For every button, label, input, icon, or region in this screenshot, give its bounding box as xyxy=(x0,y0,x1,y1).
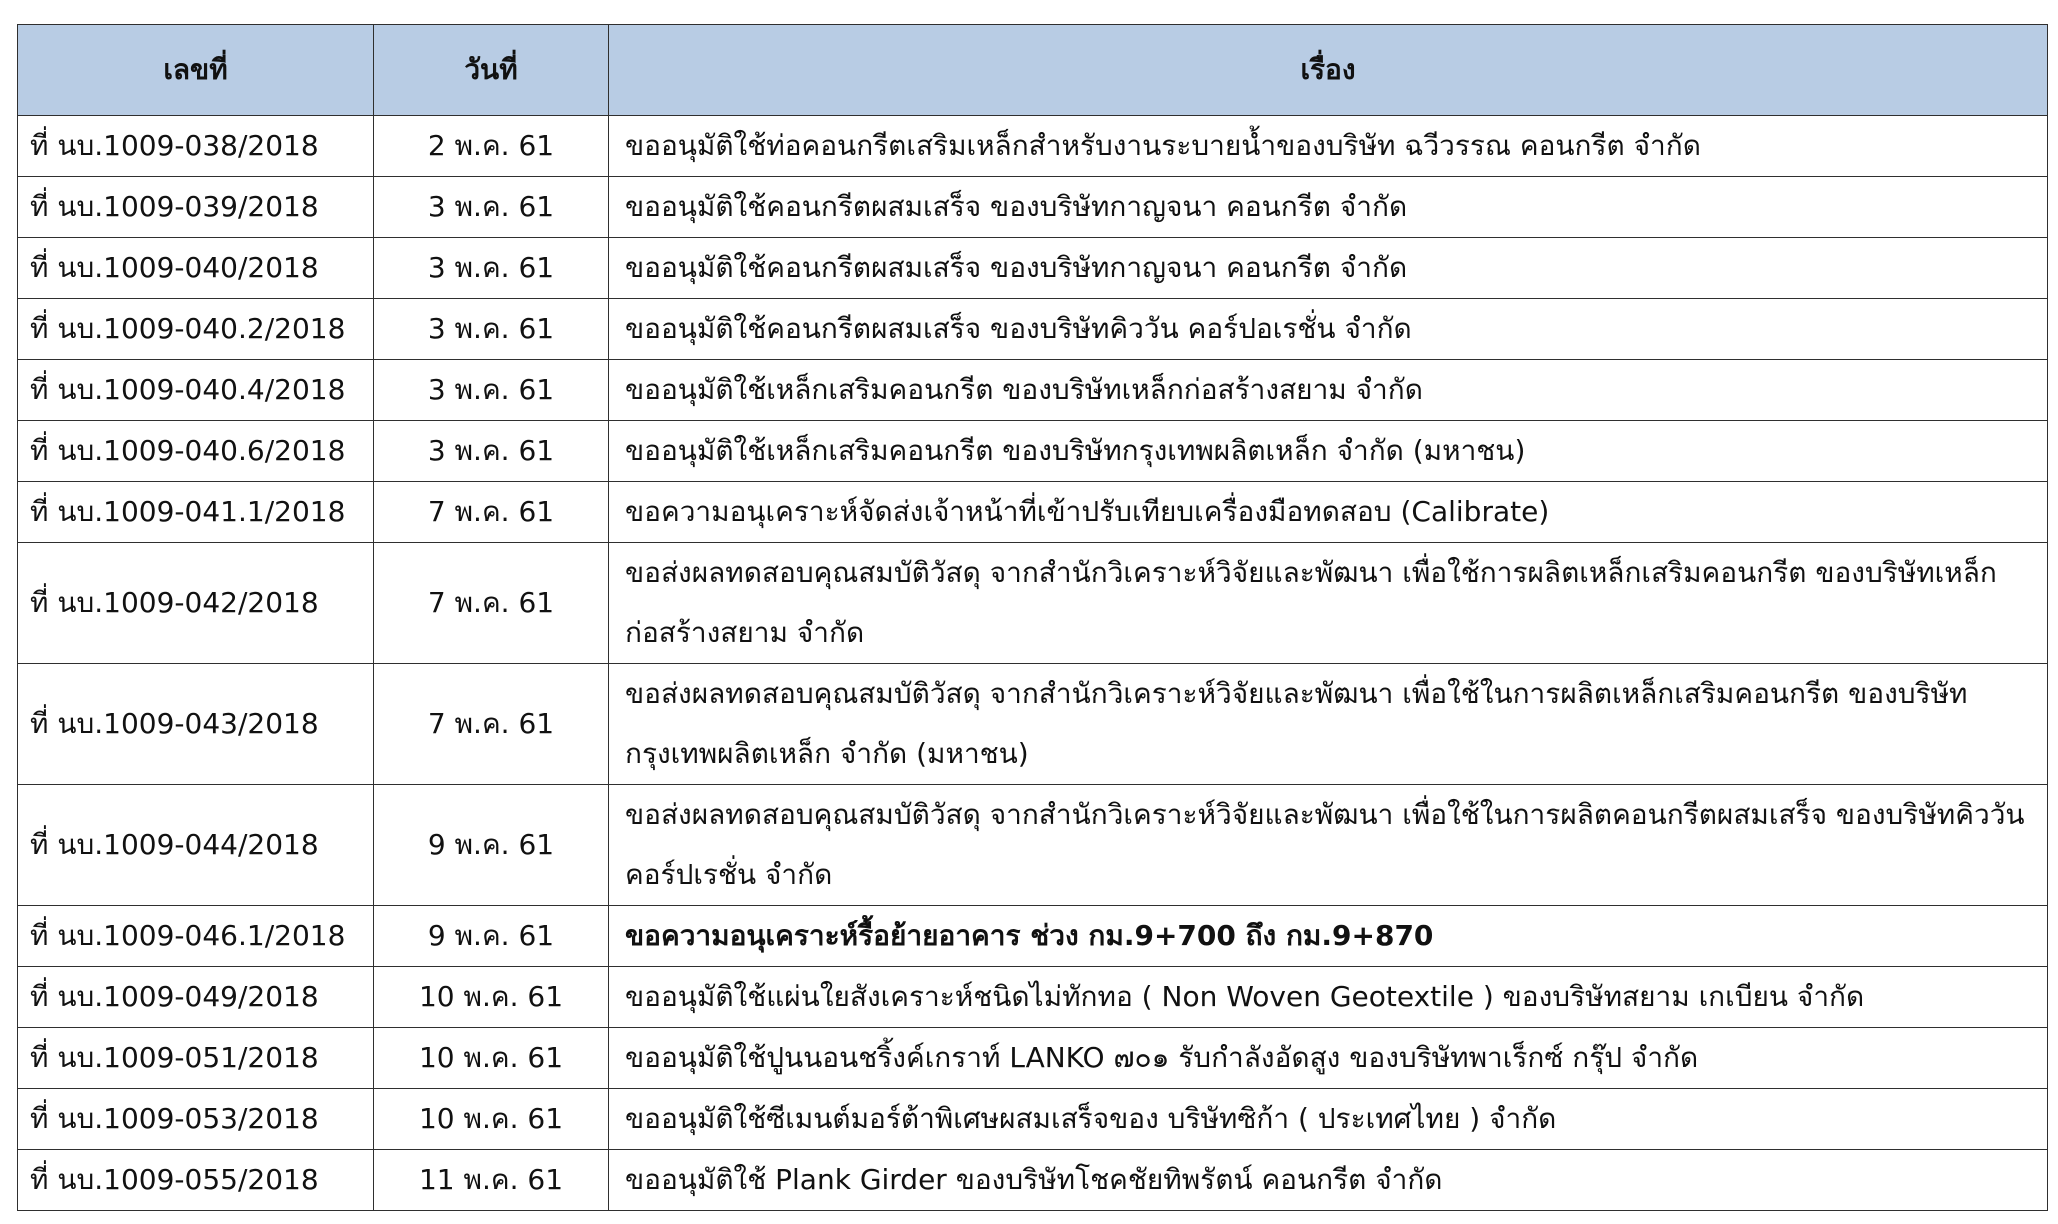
row-number: ที่ นบ.1009-049/2018 xyxy=(18,967,374,1028)
row-subject: ขอความอนุเคราะห์รื้อย้ายอาคาร ช่วง กม.9+700 ถึง กม.9+870 xyxy=(609,906,2048,967)
table-row xyxy=(18,299,2048,360)
row-number: ที่ นบ.1009-046.1/2018 xyxy=(18,906,374,967)
header-number: เลขที่ xyxy=(18,25,374,116)
row-number: ที่ นบ.1009-040.2/2018 xyxy=(18,299,374,360)
row-subject: ขออนุมัติใช้ Plank Girder ของบริษัทโชคชัยทิพรัตน์ คอนกรีต จำกัด xyxy=(609,1150,2048,1211)
row-subject: ขอส่งผลทดสอบคุณสมบัติวัสดุ จากสำนักวิเคราะห์วิจัยและพัฒนา เพื่อใช้ในการผลิตเหล็กเสริมคอนกรีต ของบริษัทกรุงเทพผลิตเหล็ก จำกัด (มหาชน) xyxy=(609,664,2048,785)
table-row xyxy=(18,906,2048,967)
row-number: ที่ นบ.1009-040.6/2018 xyxy=(18,421,374,482)
row-subject: ขออนุมัติใช้คอนกรีตผสมเสร็จ ของบริษัทกาญจนา คอนกรีต จำกัด xyxy=(609,177,2048,238)
row-subject: ขออนุมัติใช้ท่อคอนกรีตเสริมเหล็กสำหรับงานระบายน้ำของบริษัท ฉวีวรรณ คอนกรีต จำกัด xyxy=(609,116,2048,177)
row-number: ที่ นบ.1009-044/2018 xyxy=(18,785,374,906)
table-row xyxy=(18,116,2048,177)
row-subject: ขออนุมัติใช้เหล็กเสริมคอนกรีต ของบริษัทเหล็กก่อสร้างสยาม จำกัด xyxy=(609,360,2048,421)
row-subject: ขอความอนุเคราะห์จัดส่งเจ้าหน้าที่เข้าปรับเทียบเครื่องมือทดสอบ (Calibrate) xyxy=(609,482,2048,543)
header-row xyxy=(18,25,2048,116)
row-number: ที่ นบ.1009-040.4/2018 xyxy=(18,360,374,421)
table-row xyxy=(18,421,2048,482)
table-row xyxy=(18,543,2048,664)
row-date: 7 พ.ค. 61 xyxy=(374,482,609,543)
row-date: 10 พ.ค. 61 xyxy=(374,967,609,1028)
row-number: ที่ นบ.1009-051/2018 xyxy=(18,1028,374,1089)
row-date: 7 พ.ค. 61 xyxy=(374,664,609,785)
row-number: ที่ นบ.1009-040/2018 xyxy=(18,238,374,299)
table-row xyxy=(18,785,2048,906)
row-date: 9 พ.ค. 61 xyxy=(374,785,609,906)
row-number: ที่ นบ.1009-043/2018 xyxy=(18,664,374,785)
table-row xyxy=(18,238,2048,299)
row-date: 11 พ.ค. 61 xyxy=(374,1150,609,1211)
row-subject: ขออนุมัติใช้คอนกรีตผสมเสร็จ ของบริษัทคิววัน คอร์ปอเรชั่น จำกัด xyxy=(609,299,2048,360)
row-number: ที่ นบ.1009-039/2018 xyxy=(18,177,374,238)
row-subject: ขออนุมัติใช้ซีเมนต์มอร์ต้าพิเศษผสมเสร็จของ บริษัทซิก้า ( ประเทศไทย ) จำกัด xyxy=(609,1089,2048,1150)
row-number: ที่ นบ.1009-041.1/2018 xyxy=(18,482,374,543)
row-subject: ขออนุมัติใช้แผ่นใยสังเคราะห์ชนิดไม่ทักทอ ( Non Woven Geotextile ) ของบริษัทสยาม เกเบียน จำกัด xyxy=(609,967,2048,1028)
row-date: 3 พ.ค. 61 xyxy=(374,360,609,421)
table-row xyxy=(18,177,2048,238)
row-date: 7 พ.ค. 61 xyxy=(374,543,609,664)
table-row xyxy=(18,1150,2048,1211)
row-date: 2 พ.ค. 61 xyxy=(374,116,609,177)
table-row xyxy=(18,1028,2048,1089)
header-subject: เรื่อง xyxy=(609,25,2048,116)
row-date: 3 พ.ค. 61 xyxy=(374,421,609,482)
row-subject: ขอส่งผลทดสอบคุณสมบัติวัสดุ จากสำนักวิเคราะห์วิจัยและพัฒนา เพื่อใช้ในการผลิตคอนกรีตผสมเสร็จ ของบริษัทคิววันคอร์ปเรชั่น จำกัด xyxy=(609,785,2048,906)
table-row xyxy=(18,360,2048,421)
row-date: 9 พ.ค. 61 xyxy=(374,906,609,967)
row-date: 10 พ.ค. 61 xyxy=(374,1089,609,1150)
table-row xyxy=(18,1089,2048,1150)
row-number: ที่ นบ.1009-038/2018 xyxy=(18,116,374,177)
table-row xyxy=(18,482,2048,543)
row-subject: ขอส่งผลทดสอบคุณสมบัติวัสดุ จากสำนักวิเคราะห์วิจัยและพัฒนา เพื่อใช้การผลิตเหล็กเสริมคอนกรีต ของบริษัทเหล็กก่อสร้างสยาม จำกัด xyxy=(609,543,2048,664)
row-number: ที่ นบ.1009-055/2018 xyxy=(18,1150,374,1211)
row-number: ที่ นบ.1009-053/2018 xyxy=(18,1089,374,1150)
document-table xyxy=(17,24,2048,1211)
row-date: 10 พ.ค. 61 xyxy=(374,1028,609,1089)
row-date: 3 พ.ค. 61 xyxy=(374,177,609,238)
row-date: 3 พ.ค. 61 xyxy=(374,238,609,299)
table-row xyxy=(18,664,2048,785)
row-subject: ขออนุมัติใช้คอนกรีตผสมเสร็จ ของบริษัทกาญจนา คอนกรีต จำกัด xyxy=(609,238,2048,299)
row-date: 3 พ.ค. 61 xyxy=(374,299,609,360)
header-date: วันที่ xyxy=(374,25,609,116)
row-subject: ขออนุมัติใช้ปูนนอนชริ้งค์เกราท์ LANKO ๗๐๑ รับกำลังอัดสูง ของบริษัทพาเร็กซ์ กรุ๊ป จำกัด xyxy=(609,1028,2048,1089)
table-row xyxy=(18,967,2048,1028)
row-subject: ขออนุมัติใช้เหล็กเสริมคอนกรีต ของบริษัทกรุงเทพผลิตเหล็ก จำกัด (มหาชน) xyxy=(609,421,2048,482)
row-number: ที่ นบ.1009-042/2018 xyxy=(18,543,374,664)
